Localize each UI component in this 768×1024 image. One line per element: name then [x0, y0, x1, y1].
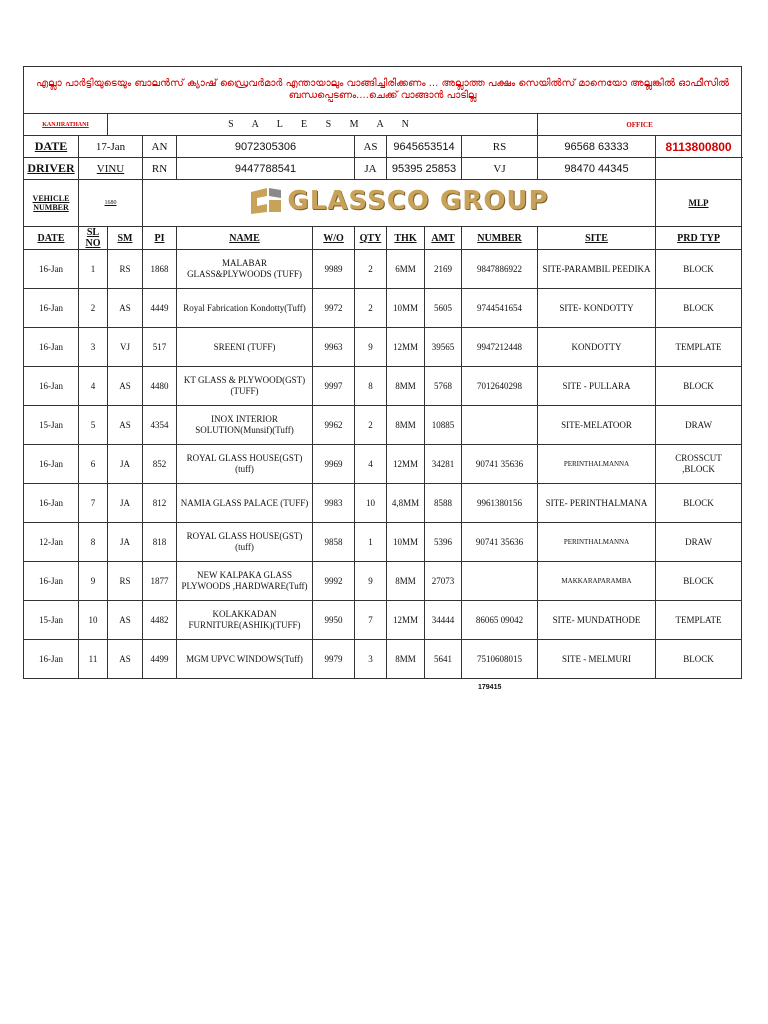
row-date: 16-Jan	[24, 250, 79, 289]
row-party-name: NAMIA GLASS PALACE (TUFF)	[177, 484, 313, 523]
row-sl-no: 2	[79, 289, 108, 328]
row-phone-number: 9847886922	[462, 250, 538, 289]
row-salesman: AS	[108, 601, 143, 640]
row-sl-no: 1	[79, 250, 108, 289]
row-product-type: BLOCK	[656, 640, 742, 679]
salesman-code: VJ	[462, 158, 538, 180]
row-site: KONDOTTY	[538, 328, 656, 367]
row-phone-number: 7510608015	[462, 640, 538, 679]
row-amount: 34281	[425, 445, 462, 484]
row-pi: 4482	[143, 601, 177, 640]
row-pi: 4449	[143, 289, 177, 328]
row-thickness: 10MM	[387, 289, 425, 328]
row-wo: 9989	[313, 250, 355, 289]
row-pi: 852	[143, 445, 177, 484]
row-site: PERINTHALMANNA	[538, 445, 656, 484]
row-party-name: ROYAL GLASS HOUSE(GST)(tuff)	[177, 445, 313, 484]
row-sl-no: 5	[79, 406, 108, 445]
row-sl-no: 8	[79, 523, 108, 562]
row-party-name: MGM UPVC WINDOWS(Tuff)	[177, 640, 313, 679]
vehicle-value: 1680	[79, 180, 143, 227]
row-date: 16-Jan	[24, 562, 79, 601]
table-row	[24, 367, 742, 406]
row-wo: 9972	[313, 289, 355, 328]
row-product-type: TEMPLATE	[656, 601, 742, 640]
row-qty: 7	[355, 601, 387, 640]
row-phone-number	[462, 406, 538, 445]
row-wo: 9969	[313, 445, 355, 484]
row-pi: 1877	[143, 562, 177, 601]
row-wo: 9997	[313, 367, 355, 406]
column-header: SM	[108, 227, 143, 250]
salesman-phone: 9645653514	[387, 136, 462, 158]
row-phone-number: 9961380156	[462, 484, 538, 523]
row-phone-number: 9947212448	[462, 328, 538, 367]
notice-line-2: ബന്ധപ്പെടണം....ചെക്ക് വാങ്ങാൻ പാടില്ല	[288, 90, 477, 101]
row-product-type: BLOCK	[656, 289, 742, 328]
row-wo: 9950	[313, 601, 355, 640]
row-phone-number: 9744541654	[462, 289, 538, 328]
row-party-name: NEW KALPAKA GLASS PLYWOODS ,HARDWARE(Tuff)	[177, 562, 313, 601]
row-pi: 4499	[143, 640, 177, 679]
salesman-label: S A L E S M A N	[108, 114, 538, 136]
date-row	[24, 136, 742, 158]
column-header: PI	[143, 227, 177, 250]
row-party-name: KT GLASS & PLYWOOD(GST)(TUFF)	[177, 367, 313, 406]
row-pi: 4480	[143, 367, 177, 406]
salesman-phone: 9072305306	[177, 136, 355, 158]
row-wo: 9992	[313, 562, 355, 601]
row-party-name: ROYAL GLASS HOUSE(GST)(tuff)	[177, 523, 313, 562]
row-amount: 8588	[425, 484, 462, 523]
delivery-rows	[24, 250, 742, 679]
row-date: 16-Jan	[24, 289, 79, 328]
row-salesman: AS	[108, 406, 143, 445]
row-sl-no: 10	[79, 601, 108, 640]
delivery-sheet	[23, 66, 741, 679]
logo-text: GLASSCO GROUP	[287, 185, 549, 216]
row-pi: 517	[143, 328, 177, 367]
row-sl-no: 3	[79, 328, 108, 367]
salesman-phone: 95395 25853	[387, 158, 462, 180]
office-phone: 8113800800	[656, 136, 742, 158]
row-site: SITE- MUNDATHODE	[538, 601, 656, 640]
row-amount: 34444	[425, 601, 462, 640]
salesman-title-row	[24, 114, 742, 136]
row-qty: 9	[355, 328, 387, 367]
row-sl-no: 9	[79, 562, 108, 601]
table-row	[24, 328, 742, 367]
row-phone-number: 86065 09042	[462, 601, 538, 640]
row-phone-number	[462, 562, 538, 601]
salesman-phone: 9447788541	[177, 158, 355, 180]
row-qty: 9	[355, 562, 387, 601]
salesman-code: AN	[143, 136, 177, 158]
row-salesman: JA	[108, 523, 143, 562]
total-amount: 179415	[478, 684, 502, 691]
row-site: SITE-PARAMBIL PEEDIKA	[538, 250, 656, 289]
table-row	[24, 289, 742, 328]
salesman-code: RS	[462, 136, 538, 158]
row-qty: 8	[355, 367, 387, 406]
row-date: 16-Jan	[24, 484, 79, 523]
table-row	[24, 640, 742, 679]
row-thickness: 12MM	[387, 601, 425, 640]
table-row	[24, 406, 742, 445]
row-thickness: 6MM	[387, 250, 425, 289]
row-amount: 5396	[425, 523, 462, 562]
row-salesman: VJ	[108, 328, 143, 367]
row-sl-no: 7	[79, 484, 108, 523]
row-site: SITE-MELATOOR	[538, 406, 656, 445]
row-qty: 3	[355, 640, 387, 679]
row-amount: 10885	[425, 406, 462, 445]
row-qty: 10	[355, 484, 387, 523]
row-date: 15-Jan	[24, 406, 79, 445]
row-salesman: RS	[108, 250, 143, 289]
row-date: 16-Jan	[24, 328, 79, 367]
row-wo: 9858	[313, 523, 355, 562]
row-party-name: KOLAKKADAN FURNITURE(ASHIK)(TUFF)	[177, 601, 313, 640]
row-salesman: AS	[108, 640, 143, 679]
row-thickness: 8MM	[387, 406, 425, 445]
column-header: AMT	[425, 227, 462, 250]
row-product-type: BLOCK	[656, 562, 742, 601]
column-header: SITE	[538, 227, 656, 250]
salesman-phone: 98470 44345	[538, 158, 656, 180]
column-header: SL NO	[79, 227, 108, 250]
column-header: NAME	[177, 227, 313, 250]
column-header: PRD TYP	[656, 227, 742, 250]
location-label: KANJIRATHANI	[24, 114, 108, 136]
blank-cell	[656, 158, 742, 180]
column-header: QTY	[355, 227, 387, 250]
vehicle-row	[24, 180, 742, 227]
row-amount: 39565	[425, 328, 462, 367]
row-site: PERINTHALMANNA	[538, 523, 656, 562]
table-row	[24, 523, 742, 562]
row-product-type: DRAW	[656, 406, 742, 445]
column-header: NUMBER	[462, 227, 538, 250]
row-thickness: 8MM	[387, 640, 425, 679]
date-label: DATE	[24, 136, 79, 158]
row-sl-no: 6	[79, 445, 108, 484]
column-header: DATE	[24, 227, 79, 250]
row-phone-number: 7012640298	[462, 367, 538, 406]
table-row	[24, 562, 742, 601]
row-date: 16-Jan	[24, 445, 79, 484]
header-table	[23, 66, 742, 679]
row-site: SITE- KONDOTTY	[538, 289, 656, 328]
row-amount: 5768	[425, 367, 462, 406]
row-date: 16-Jan	[24, 367, 79, 406]
row-salesman: RS	[108, 562, 143, 601]
row-site: SITE - PULLARA	[538, 367, 656, 406]
row-wo: 9963	[313, 328, 355, 367]
office-label: OFFICE	[538, 114, 742, 136]
column-header: W/O	[313, 227, 355, 250]
driver-value: VINU	[79, 158, 143, 180]
row-amount: 5605	[425, 289, 462, 328]
row-thickness: 12MM	[387, 445, 425, 484]
salesman-code: AS	[355, 136, 387, 158]
vehicle-label: VEHICLE NUMBER	[24, 180, 79, 227]
row-qty: 2	[355, 289, 387, 328]
row-amount: 2169	[425, 250, 462, 289]
table-row	[24, 445, 742, 484]
row-qty: 1	[355, 523, 387, 562]
row-product-type: DRAW	[656, 523, 742, 562]
row-pi: 818	[143, 523, 177, 562]
salesman-phone: 96568 63333	[538, 136, 656, 158]
row-date: 15-Jan	[24, 601, 79, 640]
salesman-code: JA	[355, 158, 387, 180]
row-site: MAKKARAPARAMBA	[538, 562, 656, 601]
glassco-logo	[249, 186, 548, 216]
row-sl-no: 4	[79, 367, 108, 406]
column-header: THK	[387, 227, 425, 250]
table-row	[24, 250, 742, 289]
row-phone-number: 90741 35636	[462, 523, 538, 562]
row-product-type: BLOCK	[656, 250, 742, 289]
row-qty: 2	[355, 406, 387, 445]
row-thickness: 4,8MM	[387, 484, 425, 523]
row-product-type: BLOCK	[656, 484, 742, 523]
table-row	[24, 484, 742, 523]
row-date: 12-Jan	[24, 523, 79, 562]
logo-cell	[143, 180, 656, 227]
row-phone-number: 90741 35636	[462, 445, 538, 484]
row-site: SITE- PERINTHALMANA	[538, 484, 656, 523]
row-wo: 9983	[313, 484, 355, 523]
row-pi: 812	[143, 484, 177, 523]
row-wo: 9979	[313, 640, 355, 679]
driver-label: DRIVER	[24, 158, 79, 180]
row-pi: 4354	[143, 406, 177, 445]
row-product-type: BLOCK	[656, 367, 742, 406]
branch-label: MLP	[656, 180, 742, 227]
row-salesman: JA	[108, 484, 143, 523]
salesman-code: RN	[143, 158, 177, 180]
row-salesman: AS	[108, 289, 143, 328]
table-row	[24, 601, 742, 640]
row-salesman: AS	[108, 367, 143, 406]
glassco-logo-icon	[249, 186, 283, 216]
row-site: SITE - MELMURI	[538, 640, 656, 679]
row-qty: 4	[355, 445, 387, 484]
row-thickness: 8MM	[387, 367, 425, 406]
column-header-row	[24, 227, 742, 250]
row-party-name: SREENI (TUFF)	[177, 328, 313, 367]
row-party-name: Royal Fabrication Kondotty(Tuff)	[177, 289, 313, 328]
row-sl-no: 11	[79, 640, 108, 679]
notice-text	[24, 67, 742, 114]
row-product-type: CROSSCUT ,BLOCK	[656, 445, 742, 484]
notice-row	[24, 67, 742, 114]
row-product-type: TEMPLATE	[656, 328, 742, 367]
date-value: 17-Jan	[79, 136, 143, 158]
row-thickness: 10MM	[387, 523, 425, 562]
row-thickness: 8MM	[387, 562, 425, 601]
notice-line-1: എല്ലാ പാർട്ടിയുടെയും ബാലൻസ് ക്യാഷ് ഡ്രൈവർമാർ എന്തായാലും വാങ്ങിച്ചിരിക്കണം ... അല്ലാത്ത പക്ഷം സെയിൽസ് മാനെയോ അല്ലങ്കിൽ ഓഫീസിൽ	[36, 78, 730, 89]
row-date: 16-Jan	[24, 640, 79, 679]
driver-row	[24, 158, 742, 180]
row-qty: 2	[355, 250, 387, 289]
row-amount: 27073	[425, 562, 462, 601]
row-party-name: MALABAR GLASS&PLYWOODS (TUFF)	[177, 250, 313, 289]
row-wo: 9962	[313, 406, 355, 445]
row-party-name: INOX INTERIOR SOLUTION(Munsif)(Tuff)	[177, 406, 313, 445]
row-salesman: JA	[108, 445, 143, 484]
row-amount: 5641	[425, 640, 462, 679]
row-pi: 1868	[143, 250, 177, 289]
row-thickness: 12MM	[387, 328, 425, 367]
